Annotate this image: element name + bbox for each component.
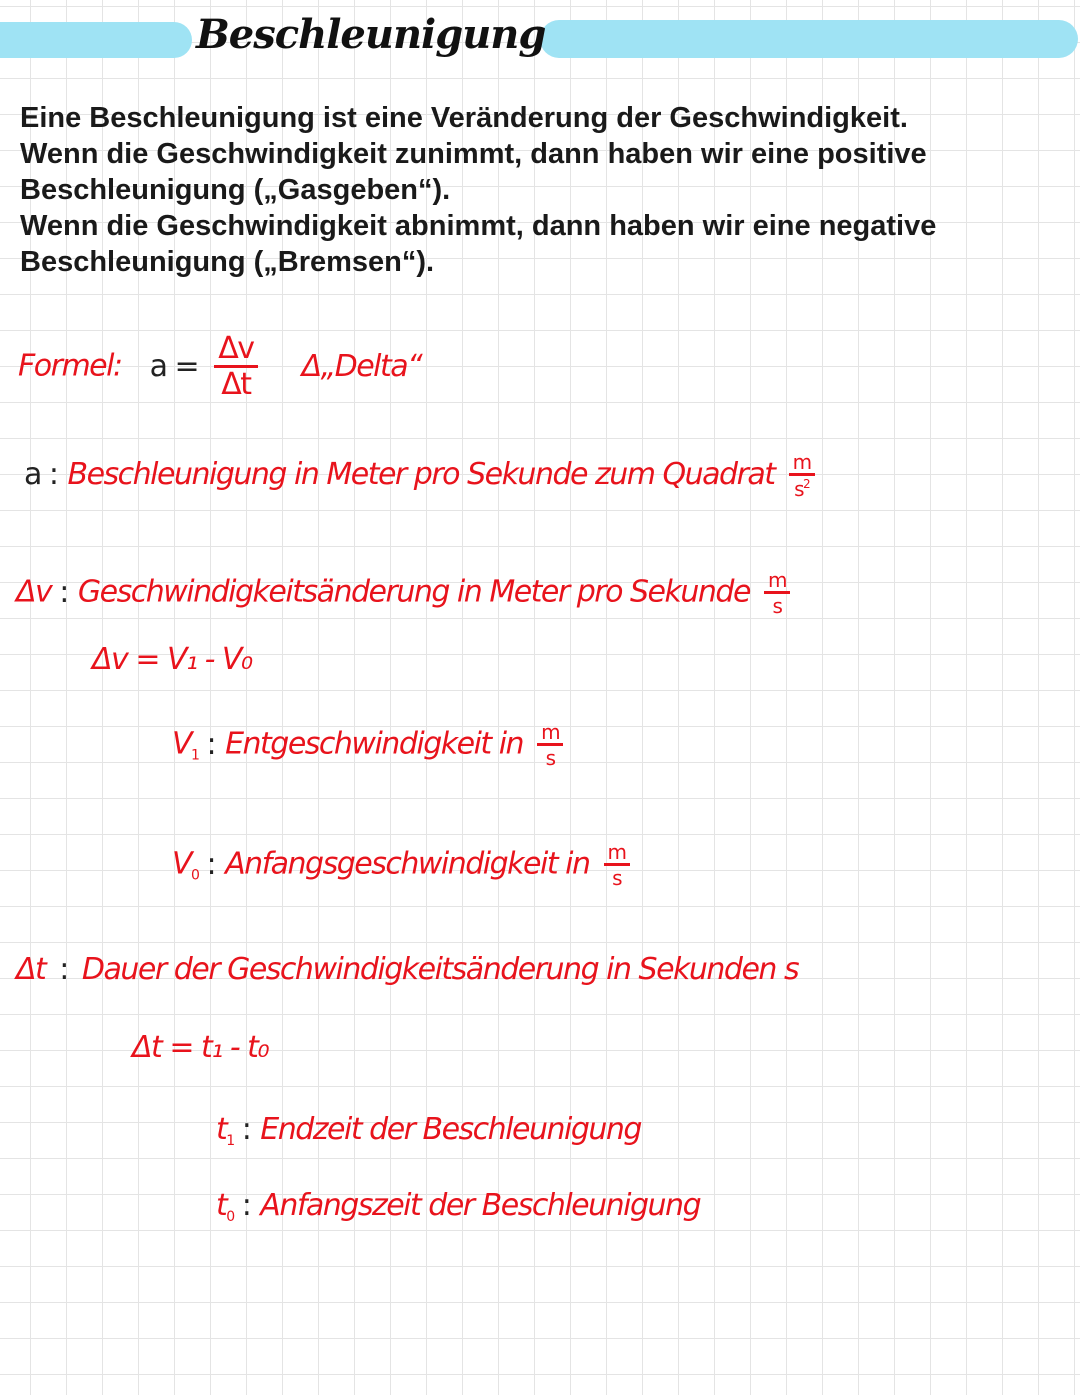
page-title: Beschleunigung	[196, 11, 546, 58]
def-v1-row	[172, 722, 563, 768]
def-dv-row	[16, 570, 790, 616]
def-v0-unit-num: m	[604, 842, 630, 866]
def-v0-unit-den: s	[612, 866, 621, 890]
def-a-colon: :	[48, 457, 58, 492]
def-t1-text: Endzeit der Beschleunigung	[260, 1112, 641, 1147]
def-a-symbol: a	[24, 457, 41, 492]
def-t1-symbol: t	[216, 1112, 227, 1147]
def-v1-index: 1	[191, 747, 199, 764]
def-a-unit	[789, 452, 815, 499]
def-v1-text: Entgeschwindigkeit in	[225, 726, 524, 762]
def-t1-row	[216, 1112, 641, 1149]
def-t0-symbol: t	[216, 1188, 227, 1223]
formula-numerator: Δv	[214, 334, 257, 368]
header-banner-right	[540, 20, 1078, 58]
intro-line-3: Beschleunigung („Gasgeben“).	[20, 174, 451, 206]
def-dv-symbol: Δv	[16, 574, 52, 610]
def-a-text: Beschleunigung in Meter pro Sekunde zum Quadrat	[67, 457, 775, 492]
def-t1-index: 1	[226, 1133, 234, 1149]
def-t0-text: Anfangszeit der Beschleunigung	[260, 1188, 701, 1223]
def-v0-row	[172, 842, 630, 888]
formula-denominator: Δt	[221, 367, 251, 402]
def-a-row	[24, 452, 815, 499]
def-dv-unit-num: m	[764, 570, 790, 594]
def-t1-colon: :	[241, 1112, 251, 1147]
formula-lhs: a =	[149, 348, 199, 384]
def-a-unit-den-base: s	[794, 477, 803, 501]
def-dt-colon: :	[59, 952, 68, 987]
def-v0-unit	[604, 842, 630, 888]
intro-line-1: Eine Beschleunigung ist eine Veränderung der Geschwindigkeit.	[20, 102, 908, 134]
def-dv-text: Geschwindigkeitsänderung in Meter pro Sekunde	[77, 574, 750, 610]
intro-line-5: Beschleunigung („Bremsen“).	[20, 246, 435, 278]
intro-text	[20, 100, 1060, 280]
formula-fraction	[214, 331, 257, 402]
def-t0-colon: :	[241, 1188, 251, 1223]
intro-line-4: Wenn die Geschwindigkeit abnimmt, dann haben wir eine negative	[20, 210, 937, 242]
def-v1-colon: :	[206, 726, 216, 762]
header-banner-left	[0, 22, 192, 58]
def-v1-unit-den: s	[545, 746, 555, 770]
def-v1-unit-num: m	[537, 722, 563, 746]
def-v0-symbol: V	[172, 846, 192, 882]
intro-line-2: Wenn die Geschwindigkeit zunimmt, dann haben wir eine positive	[20, 138, 927, 170]
formula-row	[18, 331, 422, 402]
def-v1-unit	[537, 722, 563, 768]
def-dt-text: Dauer der Geschwindigkeitsänderung in Sekunden s	[81, 952, 799, 987]
delta-note: Δ„Delta“	[301, 348, 422, 384]
def-t0-index: 0	[226, 1209, 234, 1225]
def-dt-row	[16, 952, 798, 987]
def-v0-text: Anfangsgeschwindigkeit in	[225, 846, 590, 882]
def-a-unit-num: m	[789, 452, 815, 476]
def-v1-symbol: V	[172, 726, 192, 762]
def-dt-symbol: Δt	[16, 952, 46, 987]
def-v0-colon: :	[206, 846, 216, 882]
formula-label: Formel:	[18, 348, 122, 384]
def-dv-colon: :	[59, 574, 68, 610]
def-v0-index: 0	[191, 867, 199, 884]
def-dv-unit-den: s	[772, 594, 782, 618]
def-a-unit-exp: 2	[802, 477, 810, 491]
def-t0-row	[216, 1188, 700, 1225]
def-dt-equation: Δt = t₁ - t₀	[132, 1030, 268, 1065]
def-a-unit-den	[794, 476, 809, 499]
def-dv-equation: Δv = V₁ - V₀	[92, 642, 252, 677]
def-dv-unit	[764, 570, 790, 616]
